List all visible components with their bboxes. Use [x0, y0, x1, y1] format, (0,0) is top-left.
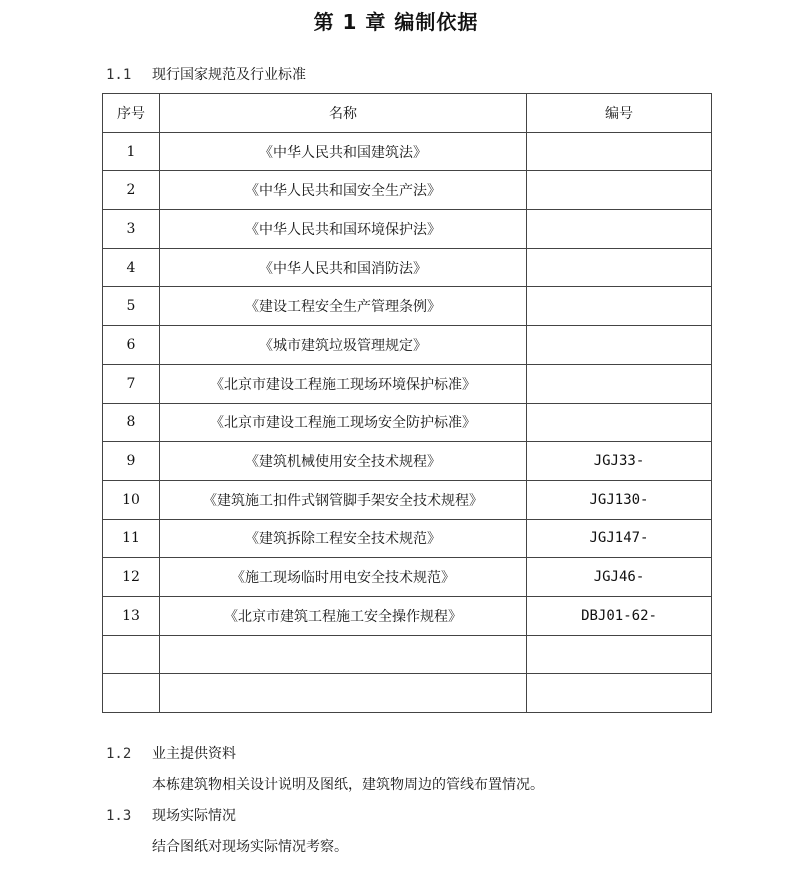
row-standard-name: 《北京市建设工程施工现场环境保护标准》	[160, 364, 527, 403]
row-serial-no: 11	[103, 519, 160, 558]
table-header-row	[103, 94, 712, 133]
row-standard-name: 《建筑拆除工程安全技术规范》	[160, 519, 527, 558]
row-serial-no: 12	[103, 558, 160, 597]
chapter-title: 第 1 章 编制依据	[313, 10, 479, 34]
row-serial-no: 4	[103, 248, 160, 287]
row-standard-code: DBJ01-62-	[527, 596, 712, 635]
row-serial-no: 7	[103, 364, 160, 403]
row-standard-code: JGJ130-	[527, 480, 712, 519]
row-serial-no: 3	[103, 210, 160, 249]
row-standard-code	[527, 171, 712, 210]
row-standard-name: 《中华人民共和国安全生产法》	[160, 171, 527, 210]
section-number: 1.2	[106, 746, 132, 762]
table-row	[103, 442, 712, 481]
section-title: 现行国家规范及行业标准	[152, 67, 306, 83]
row-standard-name: 《建设工程安全生产管理条例》	[160, 287, 527, 326]
table-row-empty	[103, 674, 712, 713]
row-serial-no: 5	[103, 287, 160, 326]
standards-table	[102, 93, 712, 713]
row-standard-code: JGJ147-	[527, 519, 712, 558]
row-serial-no	[103, 635, 160, 674]
row-standard-code	[527, 326, 712, 365]
table-row	[103, 132, 712, 171]
row-standard-name: 《中华人民共和国建筑法》	[160, 132, 527, 171]
section-body-1-3: 结合图纸对现场实际情况考察。	[152, 839, 348, 855]
row-standard-name	[160, 674, 527, 713]
row-standard-code	[527, 287, 712, 326]
row-standard-code	[527, 674, 712, 713]
table-row	[103, 210, 712, 249]
row-serial-no: 1	[103, 132, 160, 171]
table-row	[103, 596, 712, 635]
table-row	[103, 558, 712, 597]
section-heading-1-3	[106, 805, 236, 825]
section-title: 业主提供资料	[152, 746, 236, 762]
row-standard-name: 《城市建筑垃圾管理规定》	[160, 326, 527, 365]
section-number: 1.1	[106, 67, 132, 83]
row-standard-code: JGJ33-	[527, 442, 712, 481]
row-standard-name: 《建筑机械使用安全技术规程》	[160, 442, 527, 481]
row-serial-no: 9	[103, 442, 160, 481]
row-standard-name: 《北京市建筑工程施工安全操作规程》	[160, 596, 527, 635]
row-serial-no	[103, 674, 160, 713]
header-code: 编号	[527, 94, 712, 133]
table-row-empty	[103, 635, 712, 674]
table-row	[103, 248, 712, 287]
table-row	[103, 480, 712, 519]
table-row	[103, 171, 712, 210]
row-standard-name: 《北京市建设工程施工现场安全防护标准》	[160, 403, 527, 442]
row-standard-name	[160, 635, 527, 674]
row-serial-no: 10	[103, 480, 160, 519]
row-standard-name: 《中华人民共和国环境保护法》	[160, 210, 527, 249]
header-name: 名称	[160, 94, 527, 133]
table-row	[103, 364, 712, 403]
row-serial-no: 6	[103, 326, 160, 365]
row-standard-code: JGJ46-	[527, 558, 712, 597]
row-standard-name: 《建筑施工扣件式钢管脚手架安全技术规程》	[160, 480, 527, 519]
header-serial-no: 序号	[103, 94, 160, 133]
section-number: 1.3	[106, 808, 132, 824]
row-serial-no: 8	[103, 403, 160, 442]
section-title: 现场实际情况	[152, 808, 236, 824]
row-standard-code	[527, 132, 712, 171]
table-row	[103, 287, 712, 326]
table-row	[103, 519, 712, 558]
row-standard-name: 《中华人民共和国消防法》	[160, 248, 527, 287]
row-serial-no: 13	[103, 596, 160, 635]
table-row	[103, 326, 712, 365]
row-standard-code	[527, 635, 712, 674]
table-row	[103, 403, 712, 442]
row-standard-code	[527, 248, 712, 287]
row-standard-name: 《施工现场临时用电安全技术规范》	[160, 558, 527, 597]
row-standard-code	[527, 364, 712, 403]
row-standard-code	[527, 403, 712, 442]
section-heading-1-1	[106, 64, 306, 84]
section-heading-1-2	[106, 743, 236, 763]
section-body-1-2: 本栋建筑物相关设计说明及图纸，建筑物周边的管线布置情况。	[152, 777, 544, 793]
row-serial-no: 2	[103, 171, 160, 210]
row-standard-code	[527, 210, 712, 249]
